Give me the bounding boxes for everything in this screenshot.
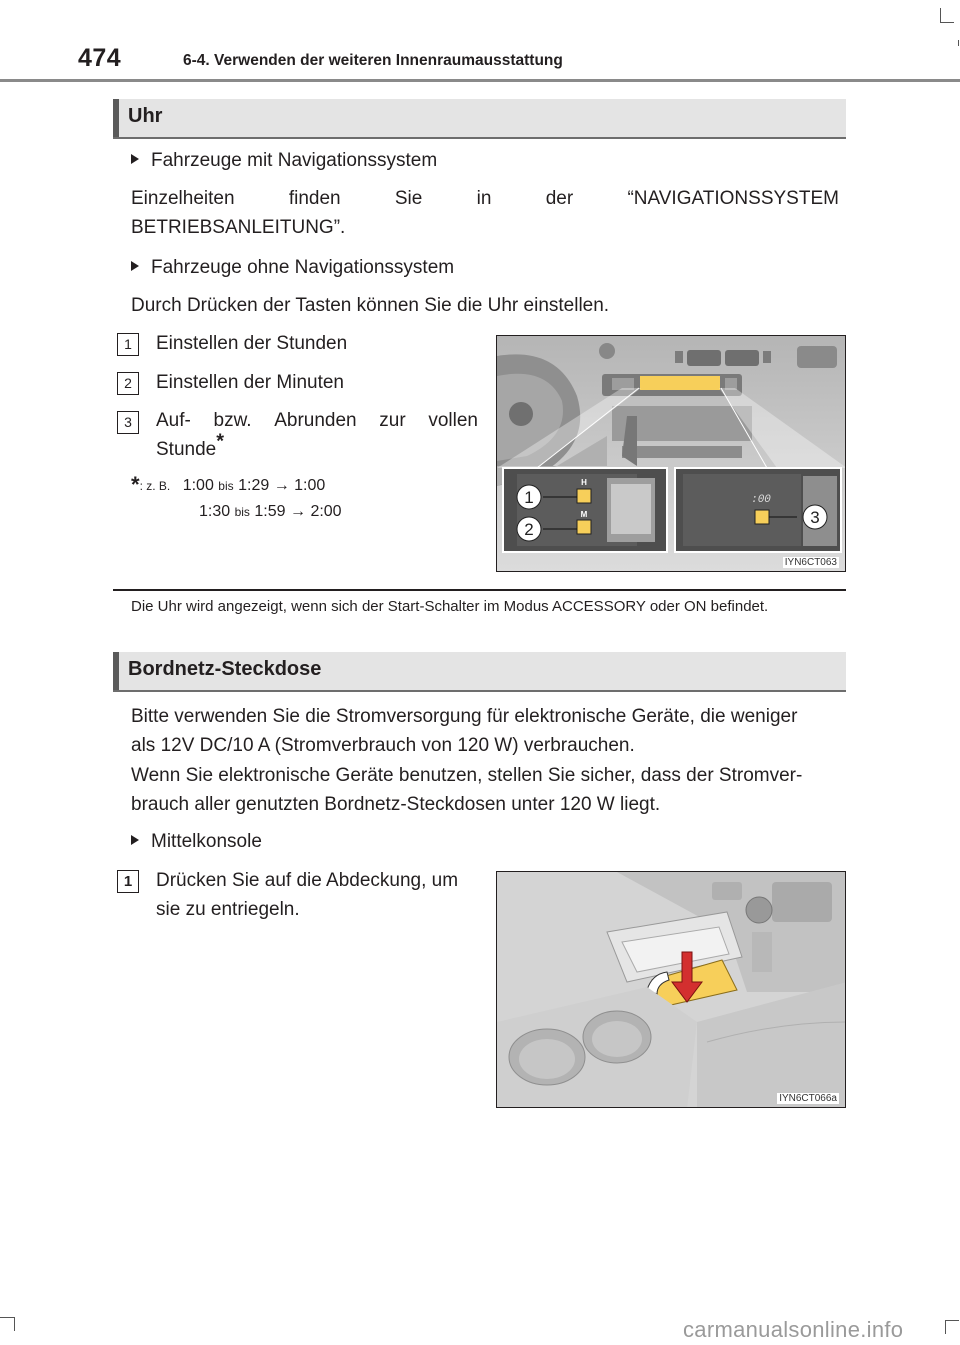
item-text-1: Einstellen der Stunden — [156, 333, 348, 354]
word: Sie — [394, 188, 423, 209]
step-number-1: 1 — [117, 870, 139, 893]
section-header-bordnetz — [113, 652, 846, 692]
step-text-1 — [156, 866, 458, 924]
line: Drücken Sie auf die Abdeckung, um — [156, 870, 459, 891]
line: brauch aller genutzten Bordnetz-Steckdosen unter 120 W liegt. — [131, 794, 661, 815]
button-h-label: H — [581, 478, 587, 487]
callout-2: 2 — [524, 520, 534, 539]
time: 1:00 — [294, 477, 326, 494]
word: der — [545, 188, 574, 209]
footnote-prefix: : z. B. — [139, 479, 171, 493]
triangle-bullet-icon — [131, 835, 139, 845]
chapter-title: 6-4. Verwenden der weiteren Innenraumausstattung — [183, 52, 563, 69]
word: Einzelheiten — [131, 188, 235, 209]
word: Auf- — [156, 410, 191, 431]
time: 1:00 — [182, 477, 214, 494]
power-paragraph-1 — [131, 702, 797, 760]
section-accent — [113, 652, 119, 690]
image-label: IYN6CT063 — [784, 557, 837, 568]
clock-display: :00 — [751, 494, 771, 506]
line: als 12V DC/10 A (Stromverbrauch von 120 W) verbrauchen. — [131, 735, 635, 756]
time: 1:59 — [254, 503, 286, 520]
section-header-uhr — [113, 99, 846, 139]
word: finden — [288, 188, 341, 209]
footnote-line1 — [131, 472, 342, 499]
bis: bis — [218, 479, 234, 493]
arrow-icon: → — [273, 477, 290, 494]
word: in — [476, 188, 492, 209]
word: zur — [379, 410, 406, 431]
section-title: Uhr — [128, 105, 163, 127]
watermark: carmanualsonline.info — [683, 1317, 904, 1342]
word: bzw. — [213, 410, 252, 431]
dashboard-illustration — [497, 336, 846, 572]
bullet-nav — [131, 146, 437, 175]
nav-paragraph-line1 — [131, 184, 839, 213]
bullet-text: Fahrzeuge ohne Navigationssystem — [151, 257, 455, 278]
note-rule — [113, 589, 846, 591]
image-label: IYN6CT066a — [779, 1093, 837, 1104]
header-rule — [0, 79, 960, 82]
clock-intro: Durch Drücken der Tasten können Sie die Uhr einstellen. — [131, 295, 610, 316]
bullet-mittelkonsole — [131, 827, 262, 856]
time: 1:29 — [238, 477, 270, 494]
time: 1:30 — [199, 503, 231, 520]
crop-mark — [940, 8, 941, 22]
time: 2:00 — [310, 503, 342, 520]
item-text-2: Einstellen der Minuten — [156, 372, 344, 393]
power-paragraph-2 — [131, 761, 802, 819]
bullet-no-nav — [131, 253, 454, 282]
word: vollen — [428, 410, 478, 431]
item-number-1: 1 — [117, 333, 139, 356]
line: Bitte verwenden Sie die Stromversorgung für elektronische Geräte, die weniger — [131, 706, 798, 727]
footnote-marker: * — [131, 472, 140, 497]
word: Abrunden — [274, 410, 357, 431]
callout-1: 1 — [524, 488, 534, 507]
asterisk-marker: * — [216, 430, 225, 453]
nav-paragraph-line2: BETRIEBSANLEITUNG”. — [131, 217, 346, 238]
crop-mark — [945, 1320, 946, 1334]
word: “NAVIGATIONSSYSTEM — [627, 188, 839, 209]
triangle-bullet-icon — [131, 261, 139, 271]
crop-mark — [945, 1320, 959, 1321]
footnote-line2 — [131, 499, 342, 525]
crop-mark — [14, 1317, 15, 1331]
nav-paragraph — [131, 184, 839, 242]
line: sie zu entriegeln. — [156, 899, 300, 920]
item-number-3: 3 — [117, 411, 139, 434]
bullet-text: Mittelkonsole — [151, 831, 262, 852]
console-illustration — [497, 872, 846, 1108]
section-title: Bordnetz-Steckdose — [128, 658, 322, 680]
bullet-text: Fahrzeuge mit Navigationssystem — [151, 150, 438, 171]
arrow-icon: → — [289, 503, 306, 520]
item-text-3-line2 — [156, 430, 478, 464]
bis: bis — [234, 505, 250, 519]
word: Stunde — [156, 439, 217, 460]
line: Wenn Sie elektronische Geräte benutzen, stellen Sie sicher, dass der Stromver- — [131, 765, 803, 786]
crop-mark — [0, 1317, 14, 1318]
item-text-3 — [156, 406, 478, 464]
triangle-bullet-icon — [131, 154, 139, 164]
clock-note: Die Uhr wird angezeigt, wenn sich der Start-Schalter im Modus ACCESSORY oder ON befindet. — [131, 598, 769, 615]
clock-image — [496, 335, 846, 572]
crop-mark — [958, 40, 959, 46]
footnote — [131, 472, 342, 525]
button-m-label: M — [580, 510, 588, 519]
item-number-2: 2 — [117, 372, 139, 395]
item-text-3-line1 — [156, 406, 478, 435]
console-image — [496, 871, 846, 1108]
page-number: 474 — [78, 44, 122, 72]
crop-mark — [940, 22, 954, 23]
section-accent — [113, 99, 119, 137]
callout-3: 3 — [810, 508, 820, 527]
